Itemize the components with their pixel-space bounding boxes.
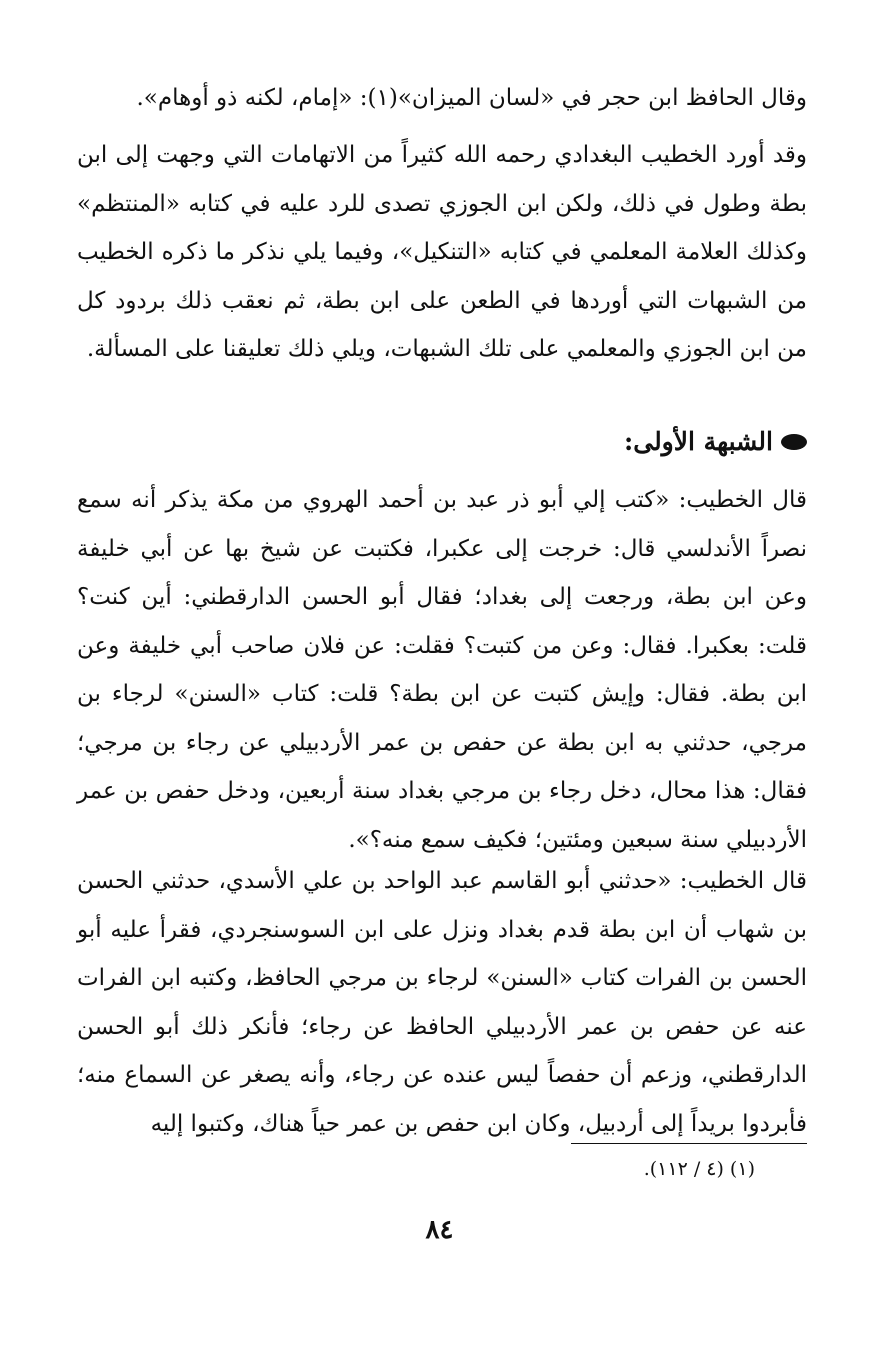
section-heading-text: الشبهة الأولى: <box>624 427 773 456</box>
paragraph-khatib-accusations: وقد أورد الخطيب البغدادي رحمه الله كثيراً من الاتهامات التي وجهت إلى ابن بطة وطول في ذلك، ولكن ابن الجوزي تصدى للرد عليه في كتابه «المنتظم» وكذلك العلامة المعلمي في كتابه «التنكيل»، وفيما يلي نذكر ما ذكره الخطيب من الشبهات التي أوردها في الطعن على ابن بطة، ثم نعقب ذلك بردود كل من ابن الجوزي والمعلمي على تلك الشبهات، ويلي ذلك تعليقنا على المسألة. <box>77 142 807 362</box>
paragraph-ibn-hajar-quote: وقال الحافظ ابن حجر في «لسان الميزان»(١): «إمام، لكنه ذو أوهام». <box>136 85 807 111</box>
footnote: (١) (٤ / ١١٢). <box>643 1158 755 1180</box>
section-heading <box>77 418 807 466</box>
page-number: ٨٤ <box>425 1215 454 1245</box>
paragraph-first-doubt: قال الخطيب: «كتب إلي أبو ذر عبد بن أحمد الهروي من مكة يذكر أنه سمع نصراً الأندلسي قال: خرجت إلى عكبرا، فكتبت عن شيخ بها عن أبي خليفة وعن ابن بطة، ورجعت إلى بغداد؛ فقال أبو الحسن الدارقطني: أين كنت؟ قلت: بعكبرا. فقال: وعن من كتبت؟ فقلت: عن فلان صاحب أبي خليفة وعن ابن بطة. فقال: وإيش كتبت عن ابن بطة؟ قلت: كتاب «السنن» لرجاء بن مرجي، حدثني به ابن بطة عن حفص بن عمر الأردبيلي عن رجاء بن مرجي؛ فقال: هذا محال، دخل رجاء بن مرجي بغداد سنة أربعين، ودخل حفص بن عمر الأردبيلي سنة سبعين ومئتين؛ فكيف سمع منه؟». <box>77 487 807 853</box>
bullet-icon <box>781 434 807 450</box>
footnote-divider <box>571 1143 807 1144</box>
paragraph-second-narration: قال الخطيب: «حدثني أبو القاسم عبد الواحد بن علي الأسدي، حدثني الحسن بن شهاب أن ابن بطة قدم بغداد ونزل على ابن السوسنجردي، فقرأ عليه أبو الحسن بن الفرات كتاب «السنن» لرجاء بن مرجي الحافظ، وكتبه ابن الفرات عنه عن حفص بن عمر الأردبيلي الحافظ عن رجاء؛ فأنكر ذلك أبو الحسن الدارقطني، وزعم أن حفصاً ليس عنده عن رجاء، وأنه يصغر عن السماع منه؛ فأبردوا بريداً إلى أردبيل، وكان ابن حفص بن عمر حياً هناك، وكتبوا إليه <box>77 868 807 1137</box>
